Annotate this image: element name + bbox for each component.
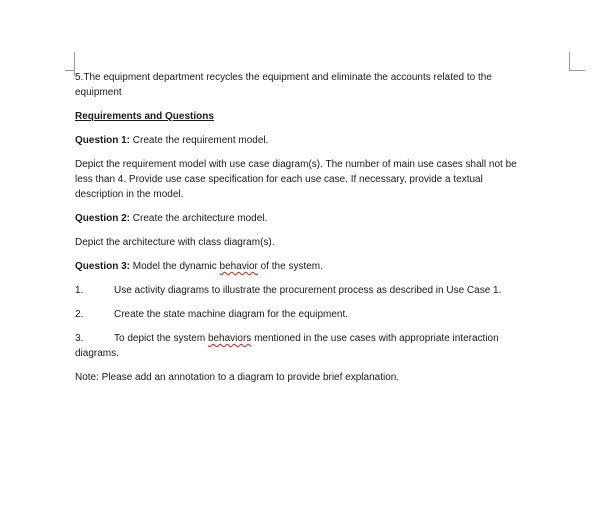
- question-1-body: [75, 157, 570, 202]
- list-item-text: Create the state machine diagram for the equipment.: [114, 309, 349, 320]
- list-item-text: [114, 331, 570, 346]
- list-item-text-after: mentioned in the use cases with appropriate interaction: [251, 333, 499, 344]
- intro-paragraph: [75, 70, 570, 100]
- question-1-body-line-1: Depict the requirement model with use case diagram(s). The number of main use cases shall not be: [75, 159, 517, 170]
- list-item-text-before: To depict the system: [114, 333, 208, 344]
- document-body: [75, 70, 570, 385]
- question-2-body: Depict the architecture with class diagram(s).: [75, 237, 275, 248]
- list-item-text: Use activity diagrams to illustrate the procurement process as described in Use Case 1.: [114, 285, 502, 296]
- list-item-first-line: [75, 331, 570, 346]
- question-1-body-line-2: less than 4. Provide use case specification for each use case. If necessary, provide a textual: [75, 174, 483, 185]
- intro-line-2: equipment: [75, 87, 122, 98]
- intro-line-1: 5.The equipment department recycles the equipment and eliminate the accounts related to the: [75, 72, 492, 83]
- page-corner-mark-left: [65, 52, 75, 71]
- spelling-flagged-word: behaviors: [207, 333, 252, 344]
- question-1: [75, 133, 570, 148]
- list-item-number: 2.: [75, 309, 84, 320]
- question-2: [75, 211, 570, 226]
- list-item-number: 3.: [75, 333, 84, 344]
- list-item-text-line-2: diagrams.: [75, 348, 119, 359]
- list-item: [75, 283, 570, 298]
- question-3-label: Question 3:: [75, 261, 131, 272]
- question-2-text: Create the architecture model.: [130, 213, 268, 224]
- note: Note: Please add an annotation to a diagram to provide brief explanation.: [75, 372, 400, 383]
- page-corner-mark-right: [569, 52, 585, 71]
- question-3-text-after: of the system.: [257, 261, 323, 272]
- list-item-number: 1.: [75, 285, 84, 296]
- question-1-body-line-3: description in the model.: [75, 189, 184, 200]
- question-2-label: Question 2:: [75, 213, 131, 224]
- question-1-label: Question 1:: [75, 135, 131, 146]
- list-item: [75, 307, 570, 322]
- list-item: [75, 331, 570, 361]
- question-1-text: Create the requirement model.: [130, 135, 269, 146]
- question-3: [75, 259, 570, 274]
- section-heading: Requirements and Questions: [75, 111, 214, 122]
- question-3-text-before: Model the dynamic: [130, 261, 220, 272]
- spelling-flagged-word: behavior: [219, 261, 258, 272]
